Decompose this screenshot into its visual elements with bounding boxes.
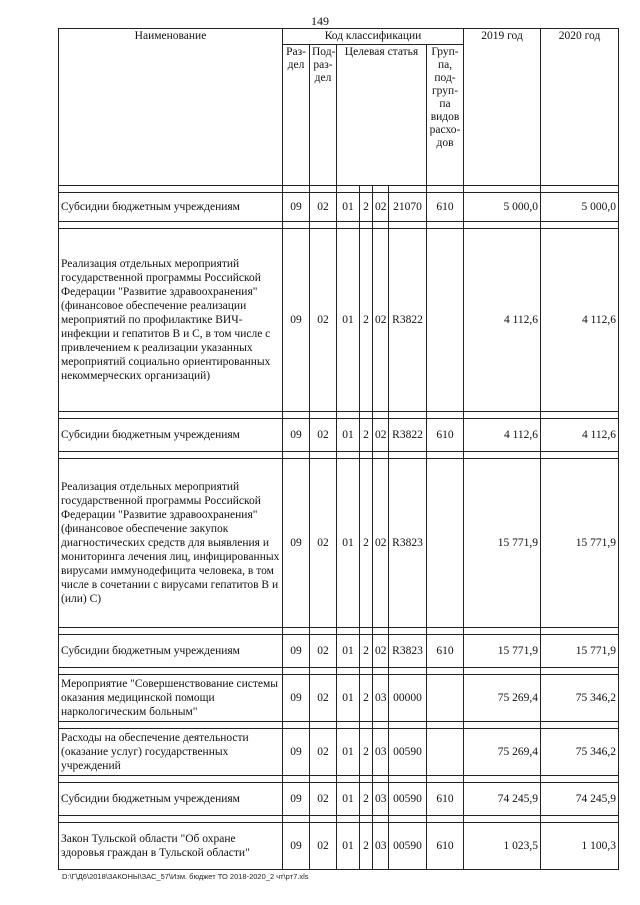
spacer-cell: [373, 628, 389, 635]
table-row: [59, 193, 619, 222]
spacer-cell: [59, 816, 283, 823]
spacer-cell: [427, 186, 464, 193]
spacer-cell: [310, 222, 337, 229]
cell-a4: R3823: [389, 635, 427, 668]
spacer-cell: [427, 776, 464, 783]
spacer-cell: [337, 668, 360, 675]
spacer-cell: [427, 722, 464, 729]
cell-podrazdel: 02: [310, 419, 337, 452]
spacer-row: [59, 668, 619, 675]
spacer-cell: [310, 412, 337, 419]
spacer-cell: [360, 222, 373, 229]
spacer-cell: [373, 816, 389, 823]
cell-name: Субсидии бюджетным учреждениям: [59, 783, 283, 816]
spacer-cell: [427, 628, 464, 635]
cell-a2: 2: [360, 675, 373, 722]
spacer-cell: [373, 452, 389, 459]
cell-y2019: 15 771,9: [464, 635, 541, 668]
cell-vr: [427, 729, 464, 776]
spacer-cell: [360, 816, 373, 823]
cell-a3: 02: [373, 635, 389, 668]
cell-a1: 01: [337, 783, 360, 816]
spacer-cell: [59, 628, 283, 635]
cell-a1: 01: [337, 675, 360, 722]
spacer-cell: [360, 776, 373, 783]
cell-a2: 2: [360, 229, 373, 412]
spacer-row: [59, 722, 619, 729]
spacer-cell: [283, 412, 310, 419]
spacer-cell: [59, 186, 283, 193]
spacer-cell: [464, 452, 541, 459]
cell-podrazdel: 02: [310, 783, 337, 816]
cell-a3: 02: [373, 229, 389, 412]
spacer-row: [59, 628, 619, 635]
spacer-row: [59, 412, 619, 419]
header-row: [59, 29, 619, 45]
spacer-cell: [464, 186, 541, 193]
spacer-row: [59, 816, 619, 823]
cell-razdel: 09: [283, 635, 310, 668]
table-row: [59, 783, 619, 816]
cell-y2020: 1 100,3: [541, 823, 619, 870]
spacer-cell: [427, 412, 464, 419]
cell-y2019: 1 023,5: [464, 823, 541, 870]
cell-a2: 2: [360, 419, 373, 452]
spacer-cell: [59, 668, 283, 675]
spacer-cell: [310, 776, 337, 783]
cell-y2020: 75 346,2: [541, 675, 619, 722]
cell-y2019: 74 245,9: [464, 783, 541, 816]
cell-y2019: 75 269,4: [464, 729, 541, 776]
spacer-cell: [389, 816, 427, 823]
cell-a3: 03: [373, 675, 389, 722]
cell-a4: 00590: [389, 823, 427, 870]
spacer-cell: [360, 452, 373, 459]
spacer-cell: [360, 668, 373, 675]
spacer-cell: [464, 816, 541, 823]
spacer-cell: [337, 412, 360, 419]
cell-a3: 02: [373, 419, 389, 452]
table-row: [59, 823, 619, 870]
spacer-cell: [389, 222, 427, 229]
cell-razdel: 09: [283, 823, 310, 870]
spacer-cell: [541, 668, 619, 675]
spacer-cell: [283, 776, 310, 783]
cell-name: Субсидии бюджетным учреждениям: [59, 419, 283, 452]
cell-a2: 2: [360, 783, 373, 816]
spacer-cell: [283, 668, 310, 675]
cell-name: Субсидии бюджетным учреждениям: [59, 635, 283, 668]
cell-razdel: 09: [283, 229, 310, 412]
cell-a2: 2: [360, 635, 373, 668]
spacer-cell: [337, 186, 360, 193]
cell-a2: 2: [360, 823, 373, 870]
spacer-row: [59, 776, 619, 783]
cell-name: Мероприятие "Совершенствование системы оказания медицинской помощи наркологическим больным": [59, 675, 283, 722]
table-row: [59, 729, 619, 776]
table-row: [59, 459, 619, 628]
cell-vr: [427, 459, 464, 628]
cell-razdel: 09: [283, 783, 310, 816]
spacer-row: [59, 186, 619, 193]
cell-a2: 2: [360, 459, 373, 628]
cell-a4: 00000: [389, 675, 427, 722]
cell-vr: [427, 675, 464, 722]
cell-podrazdel: 02: [310, 635, 337, 668]
spacer-cell: [283, 222, 310, 229]
spacer-cell: [59, 452, 283, 459]
header-podrazdel: Под-раз-дел: [310, 45, 337, 186]
spacer-cell: [389, 722, 427, 729]
cell-a4: R3822: [389, 419, 427, 452]
spacer-cell: [427, 668, 464, 675]
spacer-cell: [389, 668, 427, 675]
spacer-cell: [283, 628, 310, 635]
spacer-cell: [541, 628, 619, 635]
spacer-cell: [373, 222, 389, 229]
spacer-row: [59, 452, 619, 459]
spacer-cell: [541, 412, 619, 419]
header-2019: 2019 год: [464, 29, 541, 186]
spacer-cell: [541, 186, 619, 193]
spacer-cell: [283, 722, 310, 729]
cell-vr: 610: [427, 193, 464, 222]
cell-razdel: 09: [283, 193, 310, 222]
cell-name: Реализация отдельных мероприятий государственной программы Российской Федерации "Развитие здравоохранения" (финансовое обеспечение реализации мероприятий по профилактике ВИЧ-инфекции и гепатитов В и С, в том числе с привлечением к реализации указанных мероприятий социально ориентированных некоммерческих организаций): [59, 229, 283, 412]
cell-y2020: 5 000,0: [541, 193, 619, 222]
table-row: [59, 635, 619, 668]
spacer-cell: [310, 186, 337, 193]
cell-a3: 03: [373, 783, 389, 816]
spacer-cell: [389, 452, 427, 459]
table-row: [59, 675, 619, 722]
spacer-cell: [373, 412, 389, 419]
cell-razdel: 09: [283, 419, 310, 452]
footer-file-path: D:\Г\Д6\2018\ЗАКОНЫ\ЗАС_57\Изм. бюджет ТО 2018-2020_2 чт\рт7.xls: [62, 872, 309, 881]
spacer-cell: [310, 452, 337, 459]
cell-vr: 610: [427, 419, 464, 452]
spacer-cell: [337, 776, 360, 783]
spacer-cell: [283, 452, 310, 459]
cell-a1: 01: [337, 459, 360, 628]
cell-a4: R3823: [389, 459, 427, 628]
cell-a1: 01: [337, 193, 360, 222]
table-row: [59, 229, 619, 412]
cell-vr: [427, 229, 464, 412]
spacer-row: [59, 222, 619, 229]
spacer-cell: [310, 722, 337, 729]
header-name: Наименование: [59, 29, 283, 186]
spacer-cell: [360, 722, 373, 729]
cell-y2020: 4 112,6: [541, 229, 619, 412]
header-classification: Код классификации: [283, 29, 464, 45]
cell-podrazdel: 02: [310, 675, 337, 722]
spacer-cell: [337, 222, 360, 229]
spacer-cell: [360, 628, 373, 635]
budget-table: [58, 28, 619, 870]
spacer-cell: [464, 668, 541, 675]
cell-name: Реализация отдельных мероприятий государственной программы Российской Федерации "Развитие здравоохранения" (финансовое обеспечение закупок диагностических средств для выявления и мониторинга лечения лиц, инфицированных вирусами иммунодефицита человека, в том числе в сочетании с вирусами гепатитов В и (или) С): [59, 459, 283, 628]
spacer-cell: [541, 776, 619, 783]
cell-a1: 01: [337, 419, 360, 452]
cell-y2020: 15 771,9: [541, 635, 619, 668]
cell-a4: 00590: [389, 729, 427, 776]
spacer-cell: [541, 816, 619, 823]
cell-a1: 01: [337, 635, 360, 668]
cell-razdel: 09: [283, 675, 310, 722]
cell-a3: 02: [373, 459, 389, 628]
cell-a1: 01: [337, 229, 360, 412]
cell-a2: 2: [360, 729, 373, 776]
table-row: [59, 419, 619, 452]
spacer-cell: [337, 722, 360, 729]
spacer-cell: [310, 668, 337, 675]
cell-y2020: 15 771,9: [541, 459, 619, 628]
spacer-cell: [337, 452, 360, 459]
header-2020: 2020 год: [541, 29, 619, 186]
spacer-cell: [59, 722, 283, 729]
spacer-cell: [427, 222, 464, 229]
spacer-cell: [310, 628, 337, 635]
cell-y2020: 75 346,2: [541, 729, 619, 776]
cell-y2019: 15 771,9: [464, 459, 541, 628]
cell-vr: 610: [427, 635, 464, 668]
spacer-cell: [427, 816, 464, 823]
cell-podrazdel: 02: [310, 229, 337, 412]
spacer-cell: [464, 628, 541, 635]
cell-y2019: 75 269,4: [464, 675, 541, 722]
spacer-cell: [360, 186, 373, 193]
header-target-article: Целевая статья: [337, 45, 427, 186]
spacer-cell: [541, 222, 619, 229]
spacer-cell: [283, 816, 310, 823]
spacer-cell: [283, 186, 310, 193]
header-expense-group: Груп-па, под-груп-па видов расхо-дов: [427, 45, 464, 186]
cell-a1: 01: [337, 729, 360, 776]
cell-podrazdel: 02: [310, 823, 337, 870]
cell-y2019: 4 112,6: [464, 419, 541, 452]
cell-podrazdel: 02: [310, 459, 337, 628]
spacer-cell: [310, 816, 337, 823]
cell-a4: R3822: [389, 229, 427, 412]
cell-a3: 03: [373, 823, 389, 870]
cell-podrazdel: 02: [310, 729, 337, 776]
cell-a3: 03: [373, 729, 389, 776]
spacer-cell: [389, 628, 427, 635]
spacer-cell: [389, 186, 427, 193]
spacer-cell: [541, 452, 619, 459]
spacer-cell: [373, 776, 389, 783]
spacer-cell: [427, 452, 464, 459]
cell-vr: 610: [427, 823, 464, 870]
spacer-cell: [373, 668, 389, 675]
cell-a3: 02: [373, 193, 389, 222]
spacer-cell: [464, 412, 541, 419]
cell-y2020: 4 112,6: [541, 419, 619, 452]
spacer-cell: [59, 776, 283, 783]
spacer-cell: [59, 222, 283, 229]
cell-a4: 21070: [389, 193, 427, 222]
header-razdel: Раз-дел: [283, 45, 310, 186]
cell-name: Субсидии бюджетным учреждениям: [59, 193, 283, 222]
cell-podrazdel: 02: [310, 193, 337, 222]
cell-a2: 2: [360, 193, 373, 222]
cell-razdel: 09: [283, 459, 310, 628]
spacer-cell: [464, 222, 541, 229]
table-body: [59, 186, 619, 870]
cell-a1: 01: [337, 823, 360, 870]
spacer-cell: [389, 776, 427, 783]
cell-y2019: 4 112,6: [464, 229, 541, 412]
spacer-cell: [360, 412, 373, 419]
spacer-cell: [59, 412, 283, 419]
cell-name: Закон Тульской области "Об охране здоровья граждан в Тульской области": [59, 823, 283, 870]
page-number: 149: [311, 14, 329, 28]
cell-name: Расходы на обеспечение деятельности (оказание услуг) государственных учреждений: [59, 729, 283, 776]
cell-y2019: 5 000,0: [464, 193, 541, 222]
spacer-cell: [464, 776, 541, 783]
spacer-cell: [389, 412, 427, 419]
spacer-cell: [373, 186, 389, 193]
cell-y2020: 74 245,9: [541, 783, 619, 816]
spacer-cell: [464, 722, 541, 729]
spacer-cell: [541, 722, 619, 729]
cell-vr: 610: [427, 783, 464, 816]
spacer-cell: [337, 816, 360, 823]
cell-razdel: 09: [283, 729, 310, 776]
spacer-cell: [373, 722, 389, 729]
spacer-cell: [337, 628, 360, 635]
cell-a4: 00590: [389, 783, 427, 816]
